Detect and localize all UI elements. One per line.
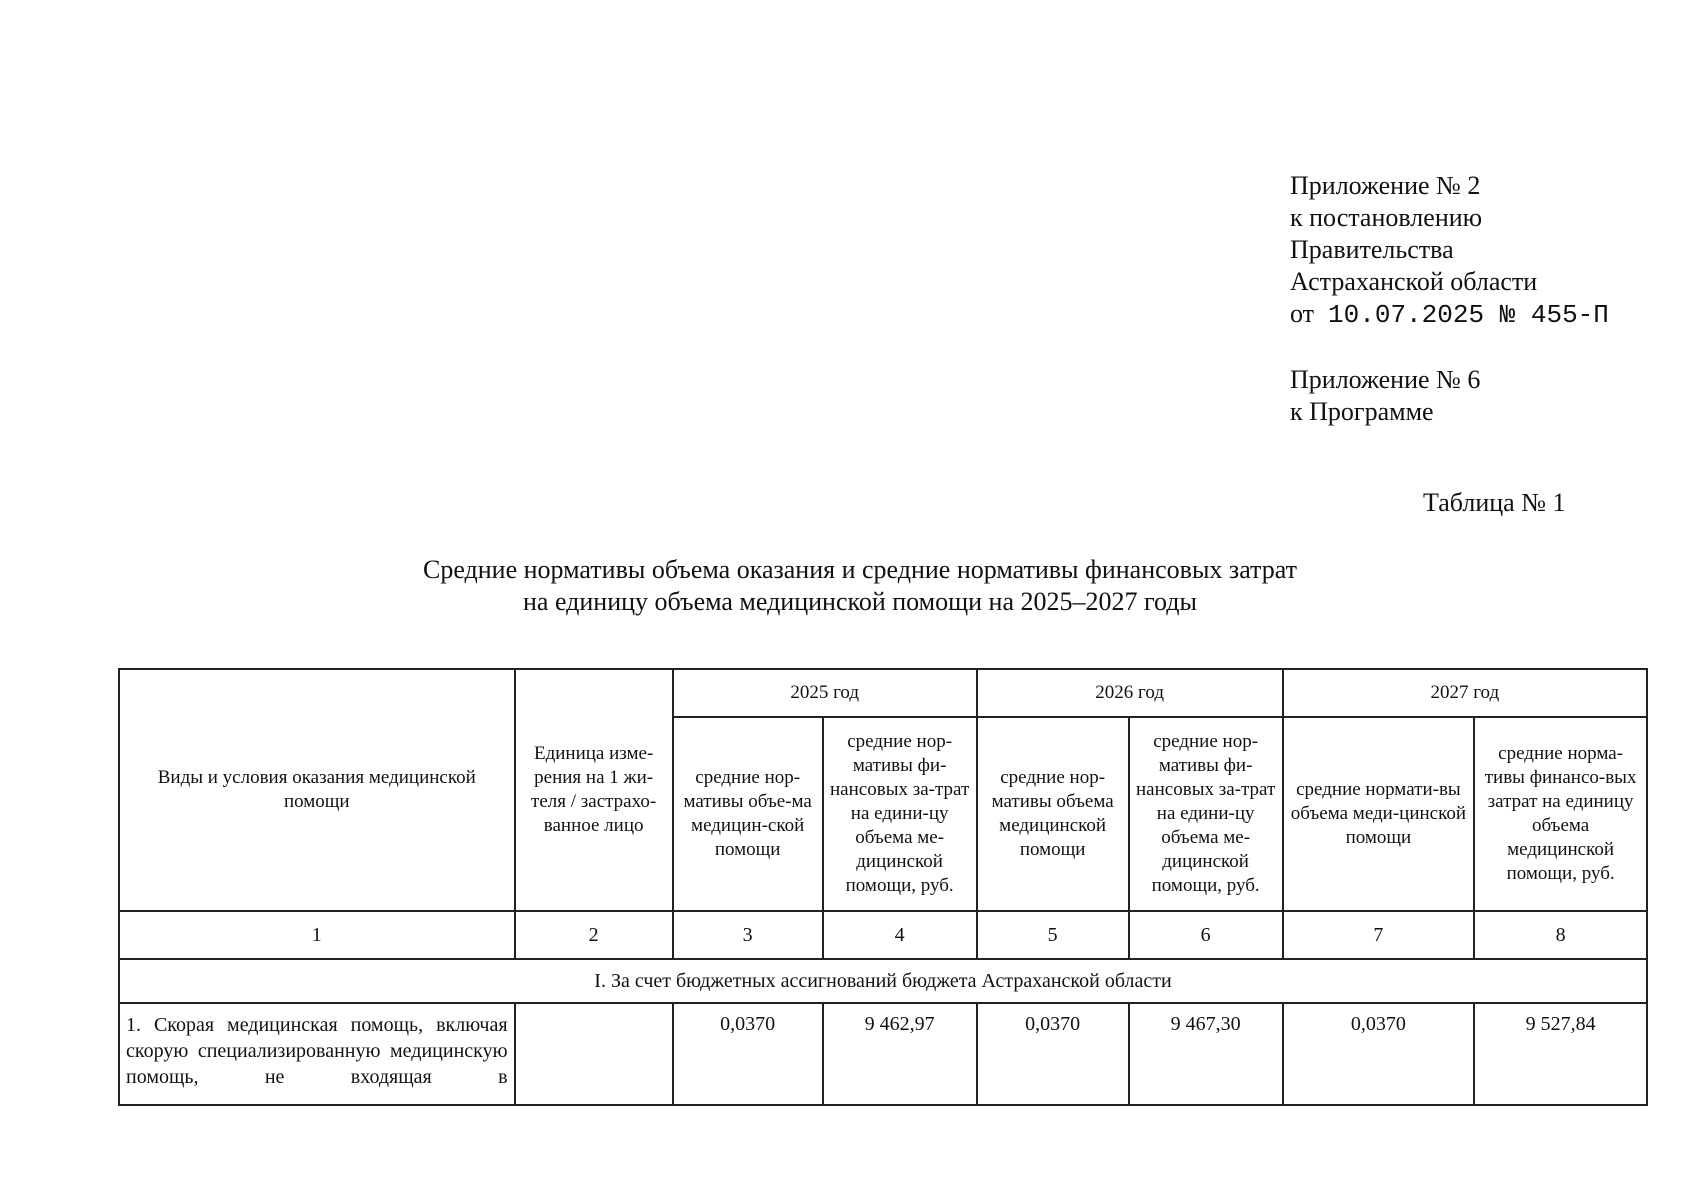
- column-number: 3: [673, 911, 823, 959]
- column-number: 8: [1474, 911, 1647, 959]
- header-year-2025: 2025 год: [673, 669, 977, 717]
- annex-from-label: от: [1290, 299, 1315, 328]
- annex-line-2: к постановлению: [1290, 203, 1483, 232]
- annex-date-line: [1290, 298, 1609, 331]
- row-unit: [515, 1003, 673, 1105]
- header-volume-2025: средние нор-мативы объе-ма медицин-ской помощи: [673, 717, 823, 911]
- title-line-2: на единицу объема медицинской помощи на 2025–2027 годы: [523, 587, 1197, 616]
- annex-line-3: Правительства: [1290, 235, 1454, 264]
- row-volume-2027: 0,0370: [1283, 1003, 1475, 1105]
- column-number: 6: [1129, 911, 1283, 959]
- program-annex-header: [1290, 364, 1480, 428]
- column-number-row: [119, 911, 1647, 959]
- section-row: [119, 959, 1647, 1003]
- header-year-2026: 2026 год: [977, 669, 1283, 717]
- header-cost-2027: средние норма-тивы финансо-вых затрат на единицу объема медицинской помощи, руб.: [1474, 717, 1647, 911]
- row-volume-2025: 0,0370: [673, 1003, 823, 1105]
- row-volume-2026: 0,0370: [977, 1003, 1129, 1105]
- column-number: 5: [977, 911, 1129, 959]
- row-cost-2026: 9 467,30: [1129, 1003, 1283, 1105]
- row-cost-2025: 9 462,97: [823, 1003, 977, 1105]
- annex-line-4: Астраханской области: [1290, 267, 1538, 296]
- header-unit: Единица изме-рения на 1 жи-теля / застрахо-ванное лицо: [515, 669, 673, 911]
- annex-line-1: Приложение № 2: [1290, 171, 1481, 200]
- annex-header: [1290, 170, 1609, 331]
- title-line-1: Средние нормативы объема оказания и средние нормативы финансовых затрат: [423, 555, 1297, 584]
- column-number: 4: [823, 911, 977, 959]
- column-number: 7: [1283, 911, 1475, 959]
- header-volume-2027: средние нормати-вы объема меди-цинской помощи: [1283, 717, 1475, 911]
- norms-table: [118, 668, 1648, 1106]
- table-row: [119, 1003, 1647, 1105]
- header-volume-2026: средние нор-мативы объема медицинской помощи: [977, 717, 1129, 911]
- document-title: [200, 554, 1520, 618]
- column-number: 1: [119, 911, 515, 959]
- table-label: Таблица № 1: [1423, 488, 1566, 517]
- header-year-2027: 2027 год: [1283, 669, 1647, 717]
- section-title: I. За счет бюджетных ассигнований бюджета Астраханской области: [119, 959, 1647, 1003]
- row-care-type: 1. Скорая медицинская помощь, включая скорую специализированную медицинскую помощь, не входящая в: [119, 1003, 515, 1105]
- header-cost-2026: средние нор-мативы фи-нансовых за-трат на едини-цу объема ме-дицинской помощи, руб.: [1129, 717, 1283, 911]
- header-cost-2025: средние нор-мативы фи-нансовых за-трат на едини-цу объема ме-дицинской помощи, руб.: [823, 717, 977, 911]
- header-care-types: Виды и условия оказания медицинской помощи: [119, 669, 515, 911]
- program-annex-line-2: к Программе: [1290, 397, 1434, 426]
- program-annex-line-1: Приложение № 6: [1290, 365, 1481, 394]
- table-header-row: [119, 669, 1647, 717]
- resolution-date-number: 10.07.2025 № 455-П: [1328, 300, 1609, 330]
- row-cost-2027: 9 527,84: [1474, 1003, 1647, 1105]
- column-number: 2: [515, 911, 673, 959]
